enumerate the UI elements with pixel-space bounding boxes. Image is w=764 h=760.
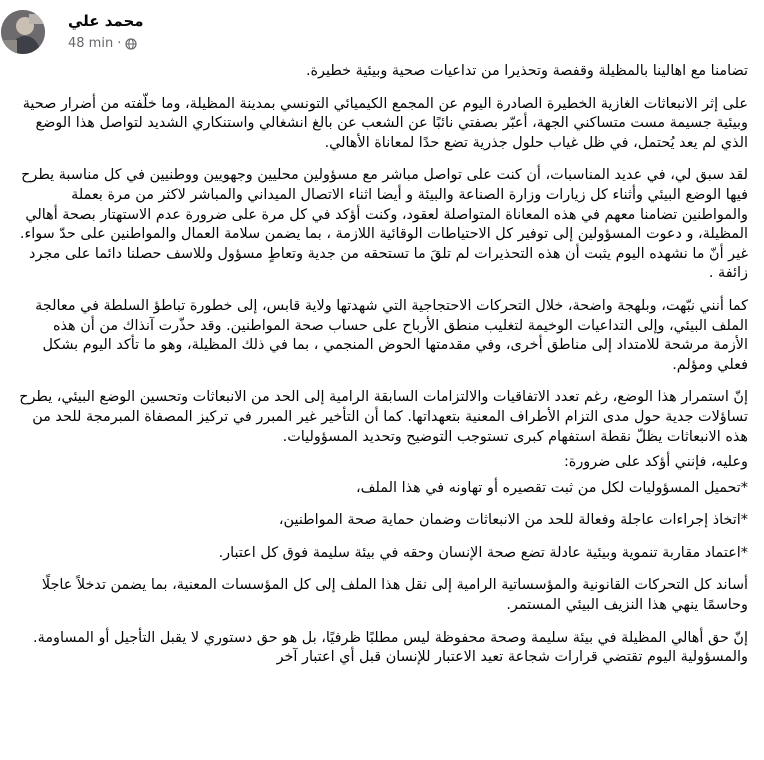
post-paragraph: على إثر الانبعاثات الغازية الخطيرة الصادرة اليوم عن المجمع الكيميائي التونسي بمدينة المظيلة، وما خلّفته من أضرار صحية وبيئية جسيمة مست متساكني الجهة، أعبّر بصفتي نائبًا عن الشعب عن بالغ انشغالي واستنكاري الشديد لتواصل هذا الوضع الذي لم يعد يُحتمل، في ظل غياب حلول جذرية تضع حدًا لمعاناة الأهالي. xyxy=(22,95,748,151)
meta-separator: · xyxy=(117,36,122,51)
post-paragraph: لقد سبق لي، في عديد المناسبات، أن كنت على تواصل مباشر مع مسؤولين محليين وجهويين ووطنيين في كل مناسبة يطرح فيها الوضع البيئي وأثناء كل زيارات وزارة الصناعة والبيئة و أيضا اثناء الاتصال الميداني والمباشر لاكثر من مرة بعملة والمواطنين تضامنا معهم في هذه المعاناة المتواصلة لعقود، وكنت أؤكد في كل مرة على ضرورة عدم الاستهتار بصحة أهالي المظيلة، و دعوت المسؤولين إلى توفير كل الاحتياطات الوقائية اللازمة ، بما يضمن سلامة العمال والمواطنين على حدّ سواء. غير أنّ ما نشهده اليوم يثبت أن هذه التحذيرات لم تلقَ ما تستحقه من جدية وتعاطٍ مسؤول وللاسف حصلنا دائما على مجرد زائفة . xyxy=(19,167,748,282)
post-paragraph: تضامنا مع اهالينا بالمظيلة وقفصة وتحذيرا من تداعيات صحية وبيئية خطيرة. xyxy=(305,63,748,79)
globe-icon[interactable] xyxy=(125,38,137,50)
author-name[interactable]: محمد علي xyxy=(68,12,144,30)
post-paragraph: *اعتماد مقاربة تنموية وبيئية عادلة تضع صحة الإنسان وحقه في بيئة سليمة فوق كل اعتبار. xyxy=(218,544,748,561)
post-meta xyxy=(68,36,137,51)
post-paragraph: إنّ استمرار هذا الوضع، رغم تعدد الاتفاقيات والالتزامات السابقة الرامية إلى الحد من الانبعاثات وتحسين الوضع البيئي، يطرح تساؤلات جدية حول مدى التزام الأطراف المعنية بتعهداتها. كما أن التأخير غير المبرر في تركيز المصفاة المبرمجة للحد من هذه الانبعاثات يظلّ نقطة استفهام كبرى تستوجب التوضيح وتحديد المسؤوليات. xyxy=(19,389,748,445)
post-header xyxy=(0,10,764,58)
author-avatar[interactable] xyxy=(1,10,45,54)
post-paragraph: *تحميل المسؤوليات لكل من ثبت تقصيره أو تهاونه في هذا الملف، xyxy=(356,479,748,496)
post-paragraph: وعليه، فإنني أؤكد على ضرورة: xyxy=(563,454,748,471)
post-paragraph: إنّ حق أهالي المظيلة في بيئة سليمة وصحة محفوظة ليس مطلبًا ظرفيًا، بل هو حق دستوري لا يقبل التأجيل أو المساومة. والمسؤولية اليوم تقتضي قرارات شجاعة تعيد الاعتبار للإنسان قبل أي اعتبار آخر xyxy=(33,629,748,666)
avatar-photo xyxy=(1,10,45,54)
post-time[interactable]: 48 min xyxy=(68,36,114,51)
post-paragraph: *اتخاذ إجراءات عاجلة وفعالة للحد من الانبعاثات وضمان حماية صحة المواطنين، xyxy=(278,512,748,529)
post-body xyxy=(16,62,748,681)
post-paragraph: أساند كل التحركات القانونية والمؤسساتية الرامية إلى نقل هذا الملف إلى كل المؤسسات المعنية، بما يضمن تدخلاً عاجلًا وحاسمًا ينهي هذا النزيف البيئي المستمر. xyxy=(41,577,748,614)
post-paragraph: كما أنني نبّهت، وبلهجة واضحة، خلال التحركات الاحتجاجية التي شهدتها ولاية قابس، إلى خطورة تباطؤ السلطة في معالجة الملف البيئي، وإلى التداعيات الوخيمة لتغليب منطق الأرباح على حساب صحة المواطنين. وقد حذّرت آنذاك من أن هذه الأزمة مرشحة للامتداد إلى مناطق أخرى، وفي مقدمتها الحوض المنجمي ، بما في ذلك المظيلة، وهو ما تأكد اليوم بشكل فعلي ومؤلم. xyxy=(35,297,748,373)
